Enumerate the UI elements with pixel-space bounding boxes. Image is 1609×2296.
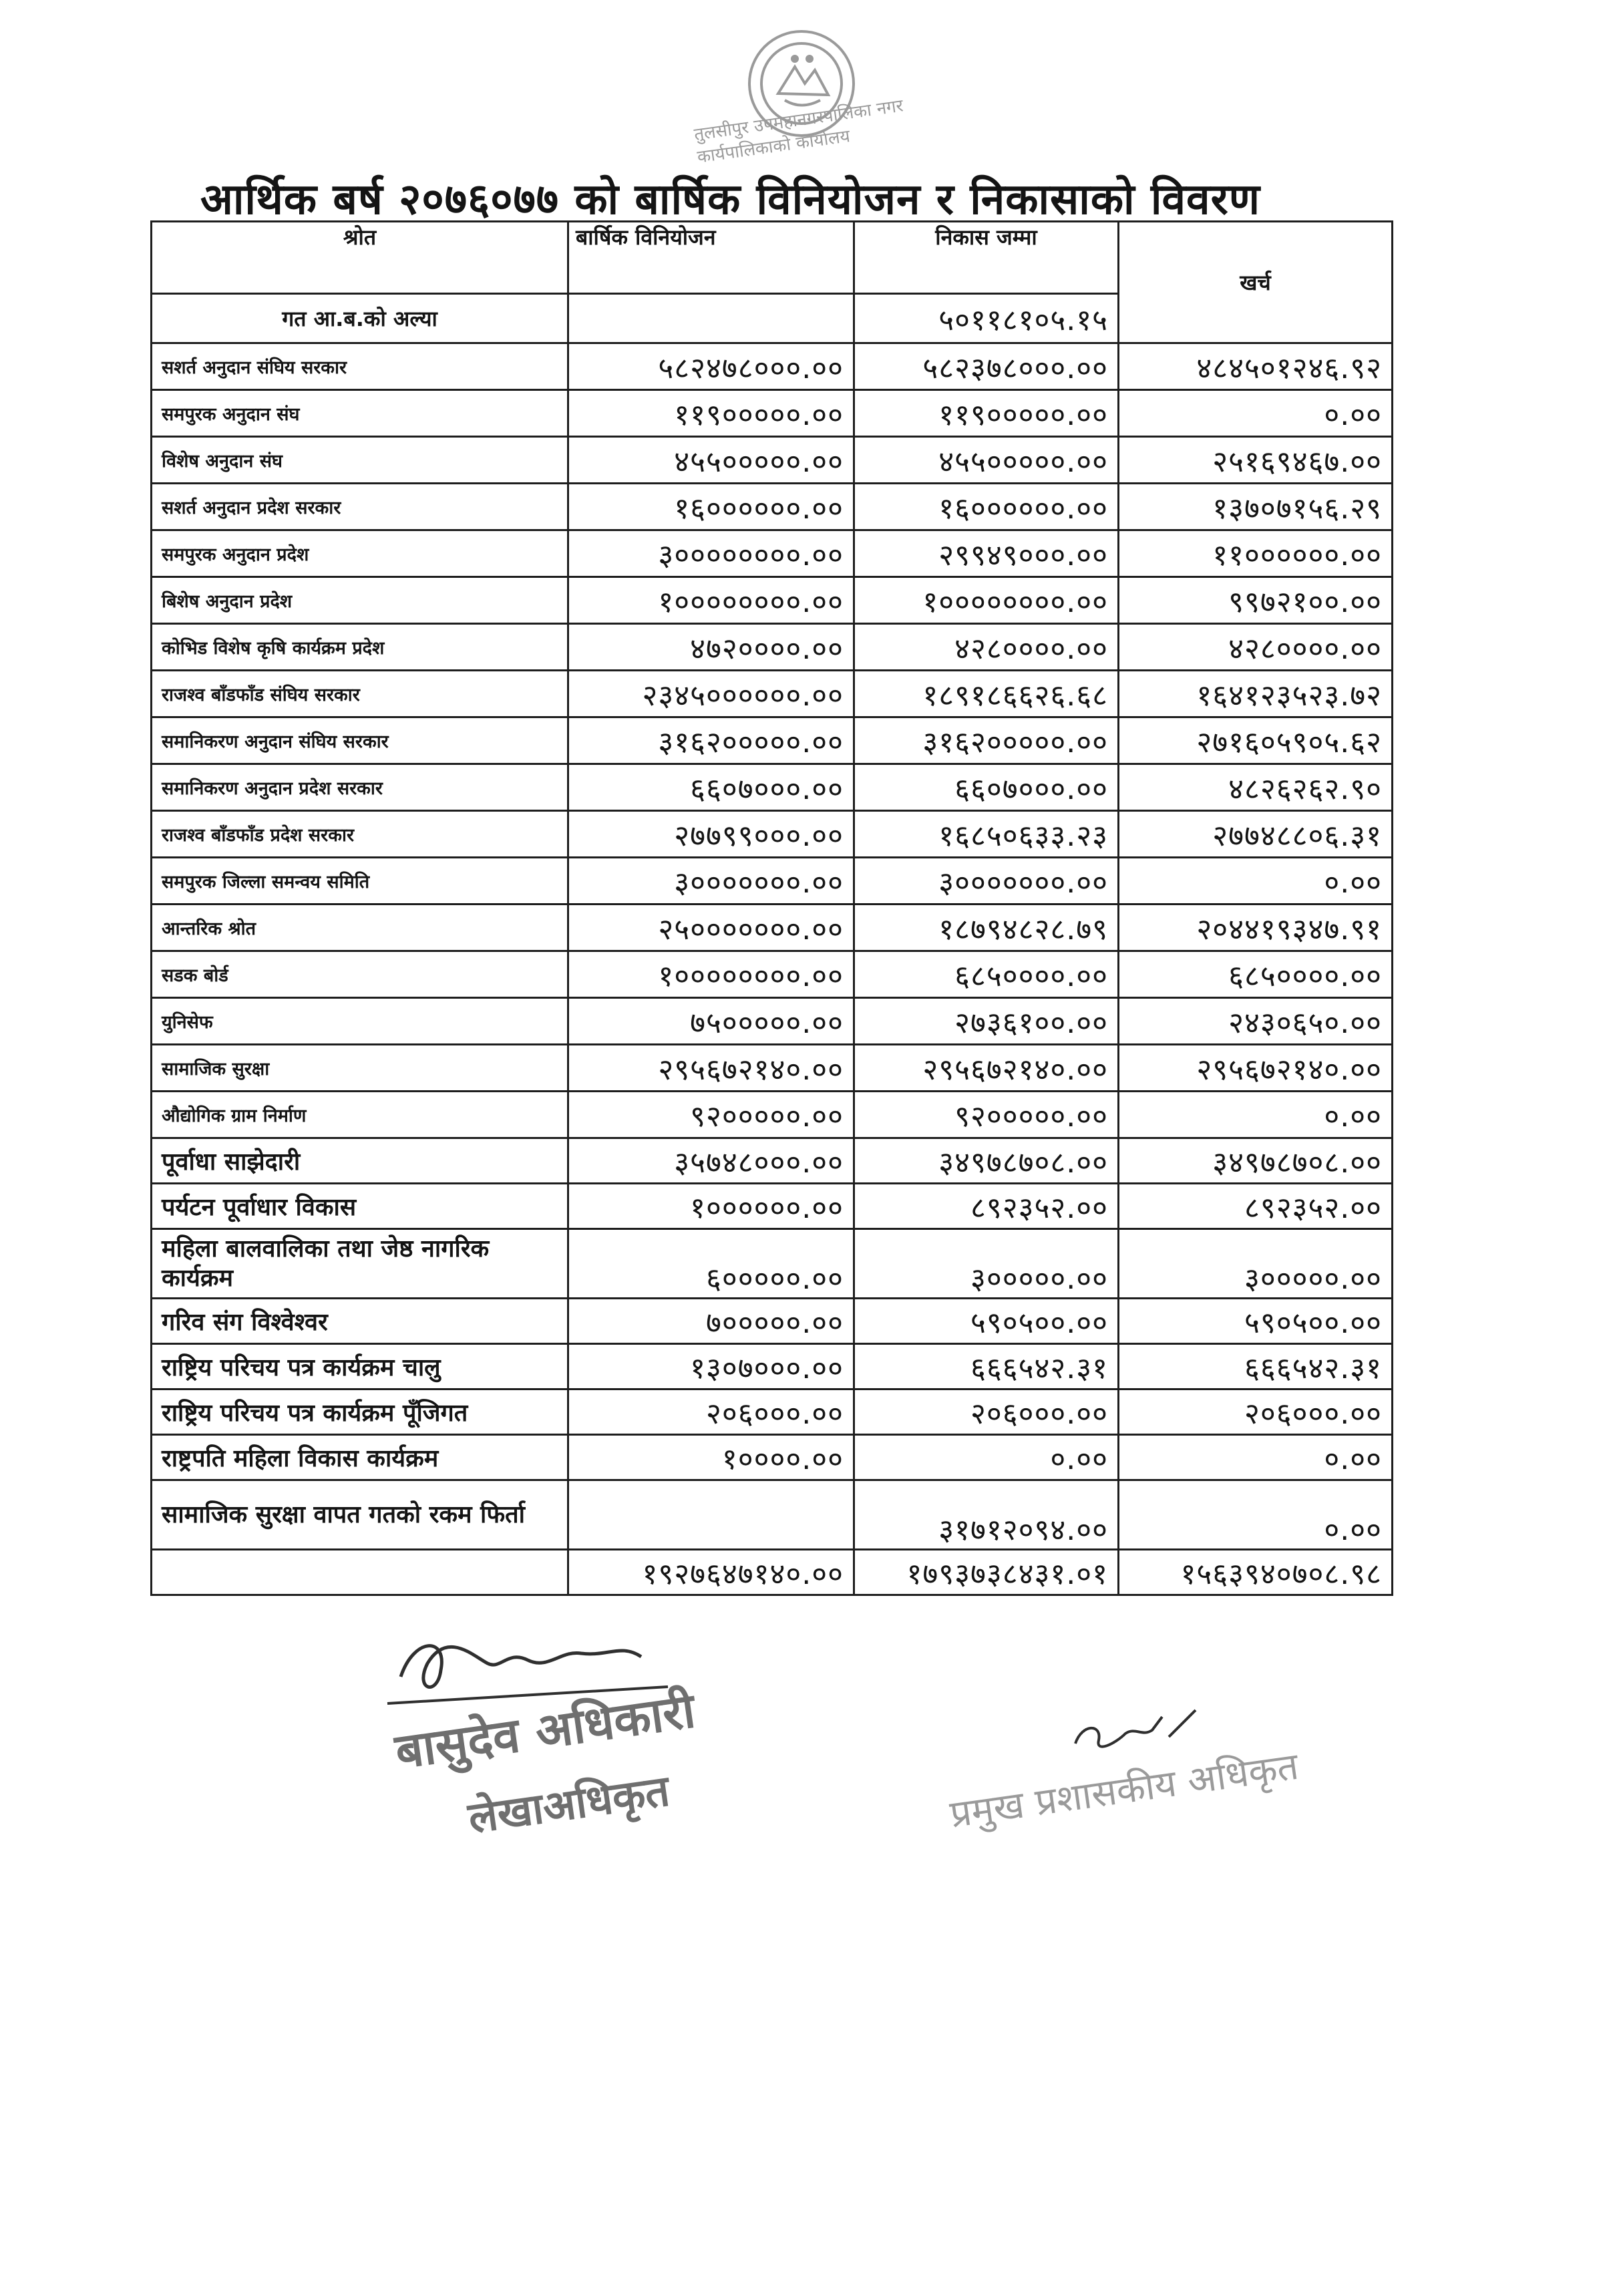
release-cell: ३१७१२०९४.००: [854, 1480, 1119, 1550]
source-cell: पर्यटन पूर्वाधार विकास: [152, 1184, 568, 1229]
expense-cell: ११००००००.००: [1119, 530, 1393, 577]
table-row: [152, 811, 1393, 858]
expense-cell: २७१६०५९०५.६२: [1119, 717, 1393, 764]
allocation-cell: [568, 1480, 854, 1550]
release-cell: २७३६१००.००: [854, 998, 1119, 1045]
source-cell: कोभिड विशेष कृषि कार्यक्रम प्रदेश: [152, 624, 568, 671]
expense-cell: २४३०६५०.००: [1119, 998, 1393, 1045]
total-expense-cell: १५६३९४०७०८.९८: [1119, 1550, 1393, 1595]
expense-cell: २७७४८८०६.३१: [1119, 811, 1393, 858]
header-row: [152, 222, 1393, 294]
source-cell: समानिकरण अनुदान संघिय सरकार: [152, 717, 568, 764]
release-cell: ३४९७८७०८.००: [854, 1138, 1119, 1184]
source-cell: सशर्त अनुदान संघिय सरकार: [152, 343, 568, 390]
allocation-cell: ६६०७०००.००: [568, 764, 854, 811]
allocation-cell: ९२०००००.००: [568, 1092, 854, 1138]
source-cell: समानिकरण अनुदान प्रदेश सरकार: [152, 764, 568, 811]
allocation-cell: १००००.००: [568, 1435, 854, 1480]
table-row: [152, 764, 1393, 811]
allocation-cell: १६००००००.००: [568, 484, 854, 530]
allocation-cell: ३०००००००.००: [568, 858, 854, 905]
allocation-release-table: [150, 220, 1393, 1596]
release-cell: ९२०००००.००: [854, 1092, 1119, 1138]
table-row: [152, 390, 1393, 437]
release-cell: १००००००००.००: [854, 577, 1119, 624]
release-cell: ५८२३७८०००.००: [854, 343, 1119, 390]
source-cell: राष्ट्रिय परिचय पत्र कार्यक्रम पूँजिगत: [152, 1389, 568, 1435]
table-row: [152, 1092, 1393, 1138]
allocation-cell: १३०७०००.००: [568, 1344, 854, 1389]
table-row: [152, 343, 1393, 390]
source-cell: आन्तरिक श्रोत: [152, 905, 568, 951]
expense-cell: ४८४५०१२४६.९२: [1119, 343, 1393, 390]
allocation-cell: ५८२४७८०००.००: [568, 343, 854, 390]
expense-cell: १६४१२३५२३.७२: [1119, 671, 1393, 717]
source-cell: समपुरक अनुदान प्रदेश: [152, 530, 568, 577]
previous-year-release: ५०११८१०५.१५: [854, 294, 1119, 343]
release-header: निकास जम्मा: [854, 222, 1119, 294]
table-row: [152, 998, 1393, 1045]
total-release-cell: १७९३७३८४३१.०१: [854, 1550, 1119, 1595]
allocation-cell: २३४५००००००.००: [568, 671, 854, 717]
source-cell: राष्ट्रपति महिला विकास कार्यक्रम: [152, 1435, 568, 1480]
source-cell: सडक बोर्ड: [152, 951, 568, 998]
source-cell: गरिव संग विश्वेश्वर: [152, 1299, 568, 1344]
expense-cell: ६८५००००.००: [1119, 951, 1393, 998]
source-cell: युनिसेफ: [152, 998, 568, 1045]
accounts-officer-title: लेखाअधिकृत: [465, 1766, 673, 1844]
allocation-cell: ११९०००००.००: [568, 390, 854, 437]
table-row: [152, 1138, 1393, 1184]
expense-cell: २०४४१९३४७.९१: [1119, 905, 1393, 951]
release-cell: १८९१८६६२६.६८: [854, 671, 1119, 717]
previous-year-allocation: [568, 294, 854, 343]
table-row: [152, 905, 1393, 951]
table-row: [152, 717, 1393, 764]
allocation-cell: २५०००००००.००: [568, 905, 854, 951]
expense-cell: ६६६५४२.३१: [1119, 1344, 1393, 1389]
allocation-cell: ४५५०००००.००: [568, 437, 854, 484]
source-cell: समपुरक जिल्ला समन्वय समिति: [152, 858, 568, 905]
table-row: [152, 1480, 1393, 1550]
expense-cell: ३४९७८७०८.००: [1119, 1138, 1393, 1184]
expense-cell: २०६०००.००: [1119, 1389, 1393, 1435]
source-cell: विशेष अनुदान संघ: [152, 437, 568, 484]
release-cell: ३०००००.००: [854, 1229, 1119, 1299]
release-cell: ५९०५००.००: [854, 1299, 1119, 1344]
allocation-header: बार्षिक विनियोजन: [568, 222, 854, 294]
expense-cell: १३७०७१५६.२९: [1119, 484, 1393, 530]
expense-cell: २५१६९४६७.००: [1119, 437, 1393, 484]
allocation-cell: १००००००००.००: [568, 951, 854, 998]
table-row: [152, 530, 1393, 577]
table-row: [152, 1045, 1393, 1092]
allocation-cell: २९५६७२१४०.००: [568, 1045, 854, 1092]
source-cell: सशर्त अनुदान प्रदेश सरकार: [152, 484, 568, 530]
source-cell: सामाजिक सुरक्षा: [152, 1045, 568, 1092]
source-cell: महिला बालवालिका तथा जेष्ठ नागरिक कार्यक्रम: [152, 1229, 568, 1299]
table-row: [152, 951, 1393, 998]
release-cell: ११९०००००.००: [854, 390, 1119, 437]
table-row: [152, 1299, 1393, 1344]
allocation-cell: ४७२००००.००: [568, 624, 854, 671]
expense-header: खर्च: [1119, 222, 1393, 343]
release-cell: ६६०७०००.००: [854, 764, 1119, 811]
expense-cell: ०.००: [1119, 390, 1393, 437]
allocation-cell: ७५०००००.००: [568, 998, 854, 1045]
source-cell: सामाजिक सुरक्षा वापत गतको रकम फिर्ता: [152, 1480, 568, 1550]
release-cell: ६८५००००.००: [854, 951, 1119, 998]
table-row: [152, 671, 1393, 717]
table-row: [152, 1389, 1393, 1435]
source-cell: औद्योगिक ग्राम निर्माण: [152, 1092, 568, 1138]
release-cell: २९५६७२१४०.००: [854, 1045, 1119, 1092]
expense-cell: २९५६७२१४०.००: [1119, 1045, 1393, 1092]
allocation-cell: २७७९९०००.००: [568, 811, 854, 858]
expense-cell: ८९२३५२.००: [1119, 1184, 1393, 1229]
table-row: [152, 1344, 1393, 1389]
table-row: [152, 577, 1393, 624]
previous-year-label: गत आ.ब.को अल्या: [152, 294, 568, 343]
table-row: [152, 1435, 1393, 1480]
expense-cell: ०.००: [1119, 858, 1393, 905]
release-cell: १८७९४८२८.७९: [854, 905, 1119, 951]
total-label-cell: [152, 1550, 568, 1595]
table-row: [152, 858, 1393, 905]
allocation-cell: १००००००००.००: [568, 577, 854, 624]
table-row: [152, 624, 1393, 671]
source-cell: समपुरक अनुदान संघ: [152, 390, 568, 437]
source-cell: राजश्व बाँडफाँड संघिय सरकार: [152, 671, 568, 717]
allocation-cell: ३१६२०००००.००: [568, 717, 854, 764]
total-allocation-cell: १९२७६४७१४०.००: [568, 1550, 854, 1595]
seal-text: तुलसीपुर उपमहानगरपालिका नगर कार्यपालिकाको कार्यालय: [693, 96, 905, 168]
expense-cell: ०.००: [1119, 1435, 1393, 1480]
source-cell: राष्ट्रिय परिचय पत्र कार्यक्रम चालु: [152, 1344, 568, 1389]
release-cell: ४२८००००.००: [854, 624, 1119, 671]
release-cell: २९९४९०००.००: [854, 530, 1119, 577]
release-cell: ८९२३५२.००: [854, 1184, 1119, 1229]
table-row: [152, 437, 1393, 484]
allocation-cell: २०६०००.००: [568, 1389, 854, 1435]
table-row: [152, 484, 1393, 530]
allocation-cell: ६०००००.००: [568, 1229, 854, 1299]
expense-cell: ०.००: [1119, 1480, 1393, 1550]
expense-cell: ०.००: [1119, 1092, 1393, 1138]
cao-title: प्रमुख प्रशासकीय अधिकृत: [947, 1744, 1302, 1837]
release-cell: ४५५०००००.००: [854, 437, 1119, 484]
expense-cell: ३०००००.००: [1119, 1229, 1393, 1299]
allocation-cell: ७०००००.००: [568, 1299, 854, 1344]
total-row: [152, 1550, 1393, 1595]
release-cell: २०६०००.००: [854, 1389, 1119, 1435]
expense-cell: ५९०५००.००: [1119, 1299, 1393, 1344]
release-cell: १६८५०६३३.२३: [854, 811, 1119, 858]
source-header: श्रोत: [152, 222, 568, 294]
release-cell: ३०००००००.००: [854, 858, 1119, 905]
source-cell: बिशेष अनुदान प्रदेश: [152, 577, 568, 624]
expense-cell: ४८२६२६२.९०: [1119, 764, 1393, 811]
allocation-cell: ३००००००००.००: [568, 530, 854, 577]
expense-cell: ४२८००००.००: [1119, 624, 1393, 671]
release-cell: ३१६२०००००.००: [854, 717, 1119, 764]
source-cell: पूर्वाधा साझेदारी: [152, 1138, 568, 1184]
source-cell: राजश्व बाँडफाँड प्रदेश सरकार: [152, 811, 568, 858]
allocation-cell: १००००००.००: [568, 1184, 854, 1229]
release-cell: ६६६५४२.३१: [854, 1344, 1119, 1389]
accounts-officer-name: बासुदेव अधिकारी: [391, 1681, 699, 1780]
document-title: आर्थिक बर्ष २०७६०७७ को बार्षिक विनियोजन र निकासाको विवरण: [200, 175, 1261, 224]
allocation-cell: ३५७४८०००.००: [568, 1138, 854, 1184]
table-row: [152, 1184, 1393, 1229]
release-cell: १६००००००.००: [854, 484, 1119, 530]
expense-cell: ९९७२१००.००: [1119, 577, 1393, 624]
release-cell: ०.००: [854, 1435, 1119, 1480]
table-row: [152, 1229, 1393, 1299]
